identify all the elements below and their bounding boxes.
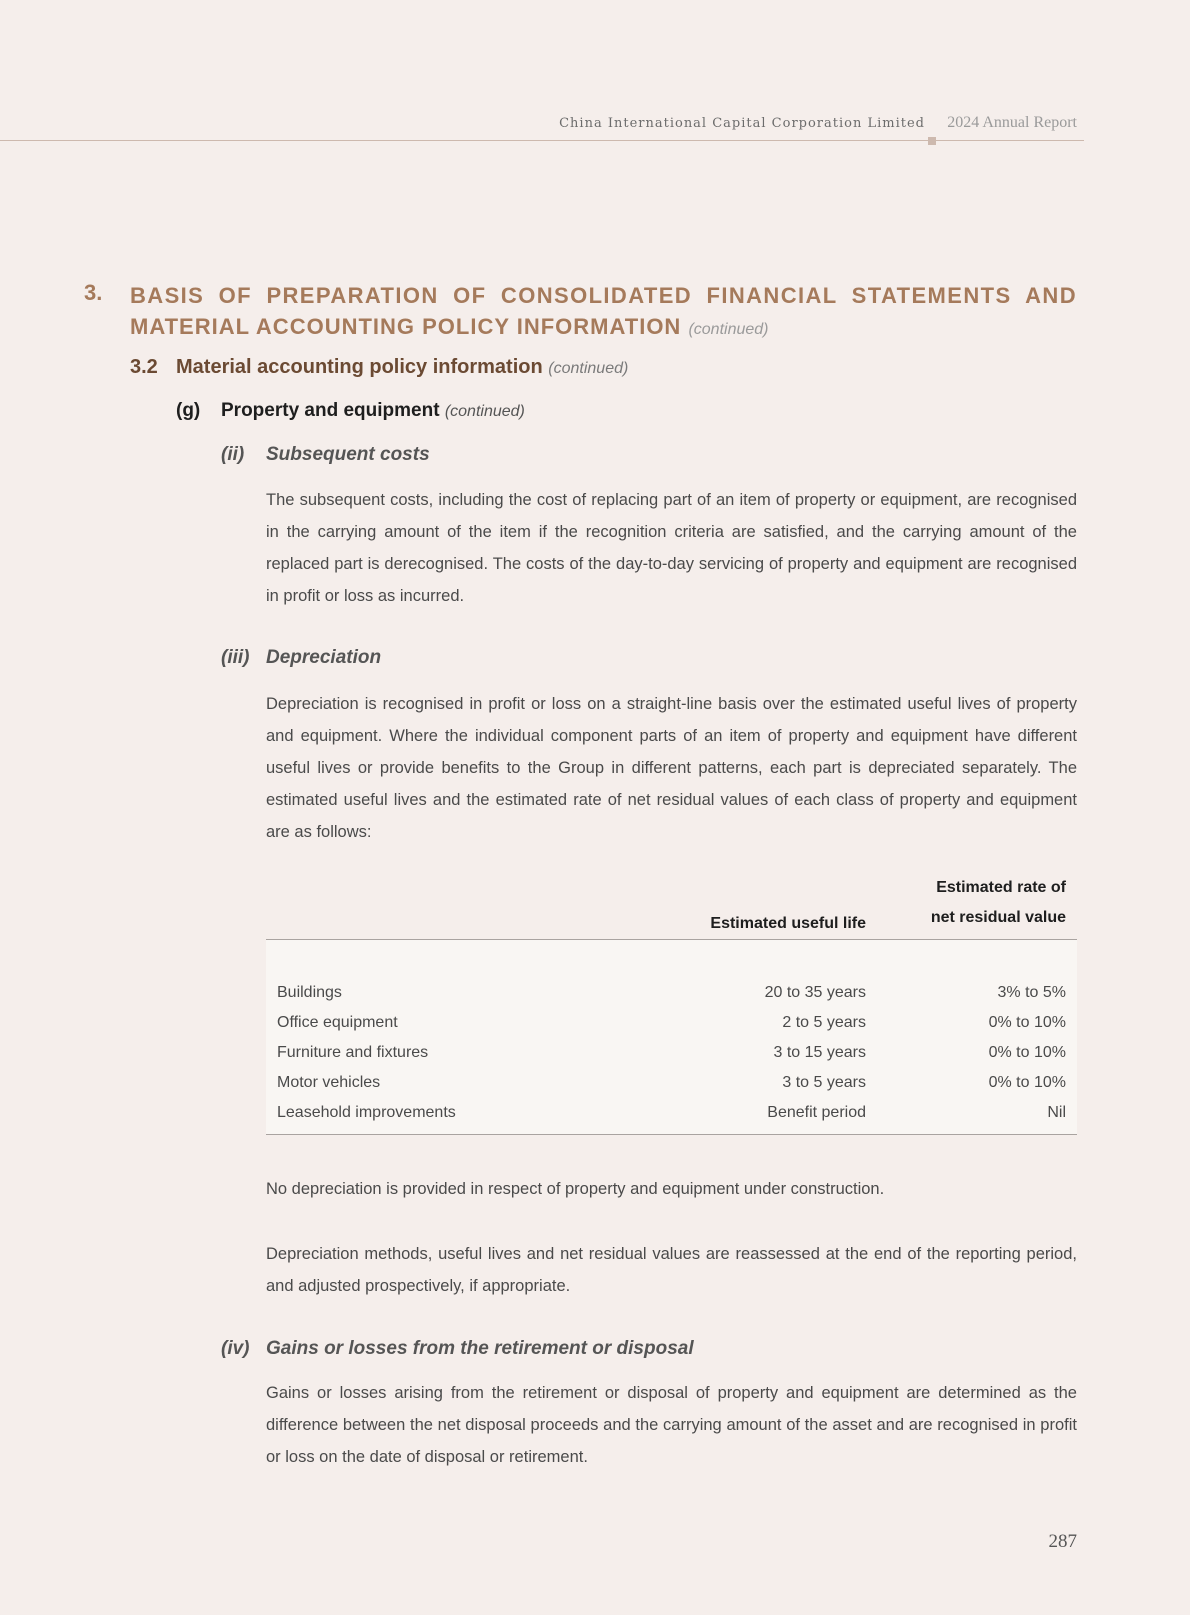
section-number: 3.	[84, 280, 103, 305]
header-rule	[0, 140, 1084, 141]
useful-life-table	[266, 878, 1077, 1135]
header-residual-rate-line1: Estimated rate of	[936, 879, 1066, 896]
header-company-name: China International Capital Corporation Limited	[559, 116, 925, 131]
cell-class: Motor vehicles	[277, 1074, 381, 1091]
item-iv-paragraph: Gains or losses arising from the retirement or disposal of property and equipment are determined as the difference between the net disposal proceeds and the carrying amount of the asset and are recognised in profit or loss on the date of disposal or retirement.	[266, 1384, 1077, 1466]
cell-useful-life: 2 to 5 years	[782, 1014, 866, 1031]
no-depreciation-paragraph: No depreciation is provided in respect of property and equipment under construction.	[266, 1180, 885, 1198]
subsection-number: 3.2	[130, 356, 158, 378]
reassessment-paragraph: Depreciation methods, useful lives and net residual values are reassessed at the end of the reporting period, and adjusted prospectively, if appropriate.	[266, 1245, 1077, 1295]
item-iii-paragraph: Depreciation is recognised in profit or loss on a straight-line basis over the estimated useful lives of property and equipment. Where the individual component parts of an item of property and equipment have different useful lives or provide benefits to the Group in different patterns, each part is depreciated separately. The estimated useful lives and the estimated rate of net residual values of each class of property and equipment are as follows:	[266, 695, 1077, 841]
section-title	[130, 280, 1077, 345]
cell-useful-life: 3 to 5 years	[782, 1074, 866, 1091]
item-iv-title: Gains or losses from the retirement or disposal	[266, 1338, 694, 1359]
item-iv-heading	[221, 1338, 694, 1360]
cell-residual-rate: 0% to 10%	[988, 1014, 1066, 1031]
header-report-title: 2024 Annual Report	[947, 114, 1077, 131]
table-body	[266, 940, 1077, 1135]
subsection-title: Material accounting policy information	[176, 356, 543, 378]
table-row	[266, 1100, 1077, 1130]
cell-residual-rate: 3% to 5%	[997, 984, 1066, 1001]
subsection-heading	[130, 356, 628, 379]
cell-class: Furniture and fixtures	[277, 1044, 429, 1061]
item-ii-heading	[221, 444, 430, 466]
item-ii-number: (ii)	[221, 444, 245, 465]
item-g-continued: (continued)	[444, 403, 525, 420]
item-g-number: (g)	[176, 400, 201, 421]
cell-residual-rate: Nil	[1047, 1104, 1066, 1121]
table-header	[266, 878, 1077, 940]
header-residual-rate-line2: net residual value	[930, 909, 1066, 926]
item-g-title: Property and equipment	[221, 400, 440, 421]
cell-residual-rate: 0% to 10%	[988, 1074, 1066, 1091]
header-residual-rate	[931, 873, 1066, 933]
header-useful-life: Estimated useful life	[710, 915, 866, 932]
item-iv-number: (iv)	[221, 1338, 250, 1359]
item-g-heading	[176, 400, 525, 422]
table-row	[266, 1010, 1077, 1040]
table-row	[266, 1040, 1077, 1070]
cell-useful-life: 3 to 15 years	[773, 1044, 866, 1061]
cell-useful-life: Benefit period	[767, 1104, 866, 1121]
cell-residual-rate: 0% to 10%	[988, 1044, 1066, 1061]
header-rule-marker	[928, 137, 936, 145]
section-title-line2-wrapper	[130, 311, 1077, 345]
cell-class: Buildings	[277, 984, 342, 1001]
item-ii-paragraph: The subsequent costs, including the cost of replacing part of an item of property or equipment, are recognised in the carrying amount of the item if the recognition criteria are satisfied, and the carrying amount of the replaced part is derecognised. The costs of the day-to-day servicing of property and equipment are recognised in profit or loss as incurred.	[266, 491, 1077, 605]
item-iii-title: Depreciation	[266, 647, 382, 668]
section-continued: (continued)	[688, 321, 769, 338]
table-row	[266, 980, 1077, 1010]
cell-useful-life: 20 to 35 years	[764, 984, 866, 1001]
item-iii-number: (iii)	[221, 647, 250, 668]
section-title-line2: MATERIAL ACCOUNTING POLICY INFORMATION	[130, 314, 682, 339]
item-ii-title: Subsequent costs	[266, 444, 430, 465]
page-number: 287	[1048, 1531, 1077, 1552]
cell-class: Office equipment	[277, 1014, 398, 1031]
subsection-continued: (continued)	[548, 360, 629, 377]
item-iii-heading	[221, 647, 381, 669]
section-title-line1: BASIS OF PREPARATION OF CONSOLIDATED FINANCIAL STATEMENTS AND	[130, 283, 1077, 308]
cell-class: Leasehold improvements	[277, 1104, 456, 1121]
table-row	[266, 1070, 1077, 1100]
